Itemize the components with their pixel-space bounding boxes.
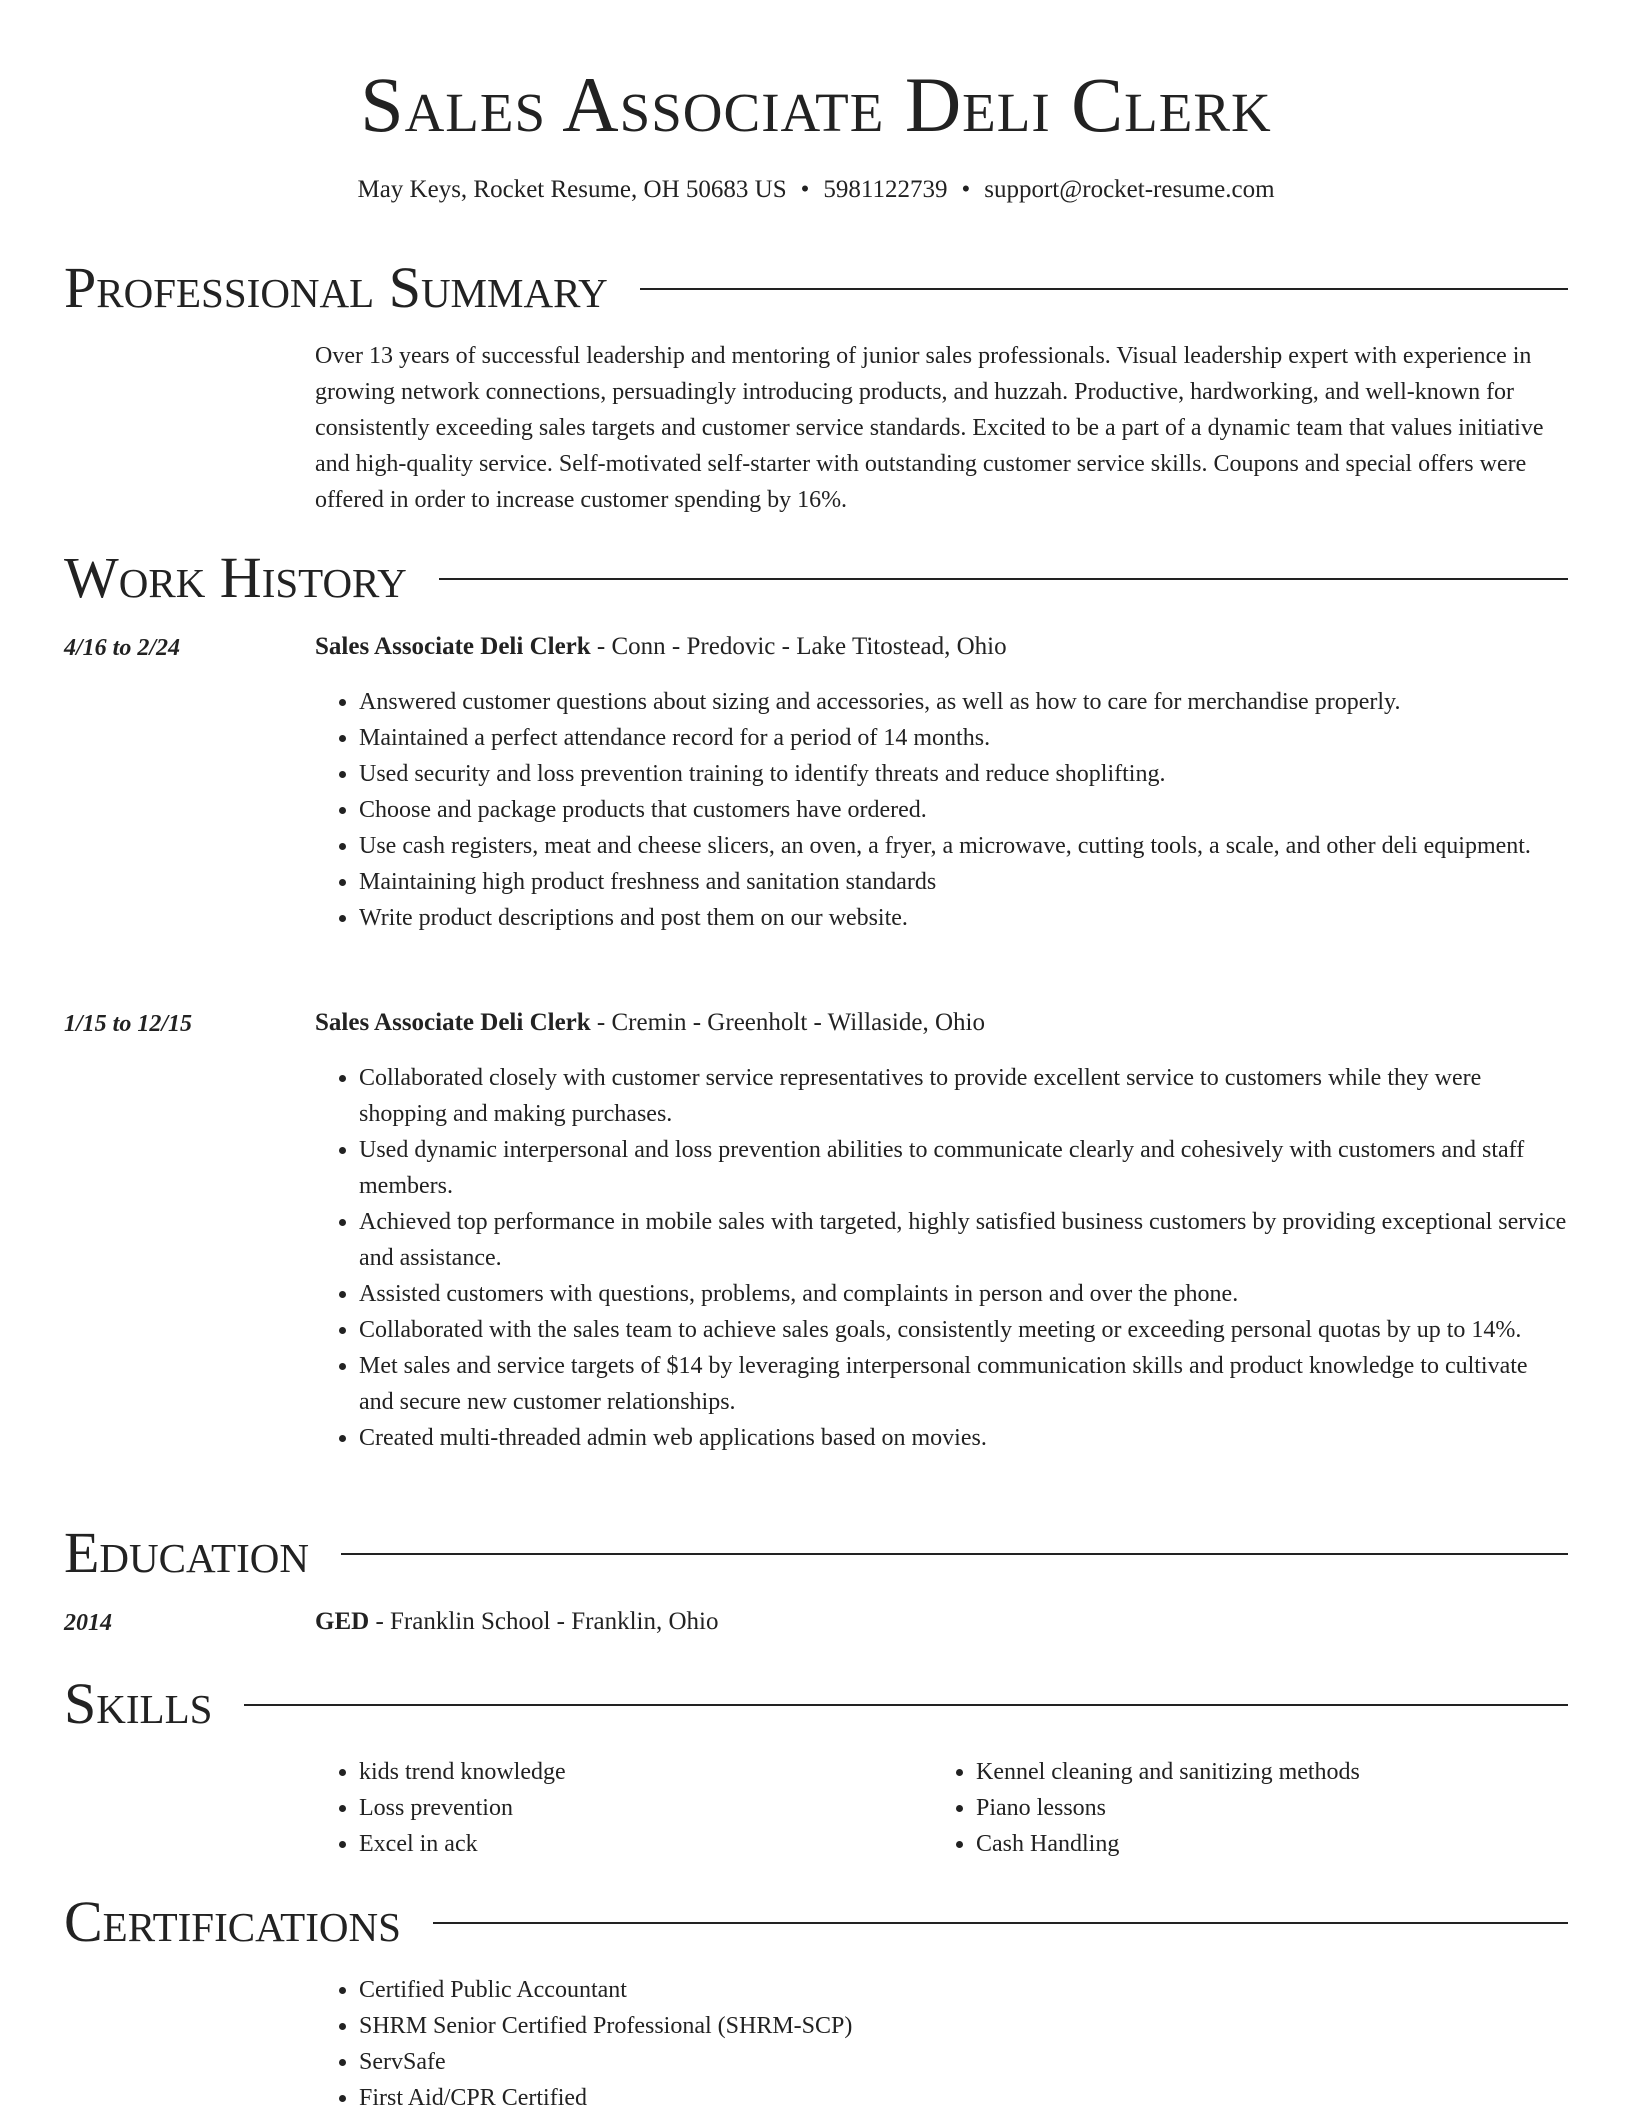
- skills-list-left: [315, 1754, 919, 1862]
- section-title-certifications: Certifications: [64, 1889, 401, 1954]
- certification-item: • First Aid/CPR Certified: [359, 2080, 1568, 2116]
- job-duties-list: [315, 684, 1568, 936]
- job-dates: 4/16 to 2/24: [64, 635, 181, 661]
- certification-item: • Certified Public Accountant: [359, 1972, 1568, 2008]
- list-item: • Maintained a perfect attendance record for a period of 14 months.: [359, 720, 1568, 756]
- skill-item: • Excel in ack: [359, 1826, 919, 1862]
- job-heading: [315, 1005, 1568, 1041]
- job-title: Sales Associate Deli Clerk: [315, 1009, 591, 1036]
- list-item: • Collaborated closely with customer service representatives to provide excellent service to customers while they were shopping and making purchases.: [359, 1060, 1568, 1132]
- section-title-work-history: Work History: [64, 545, 407, 610]
- contact-phone: 5981122739: [823, 176, 948, 203]
- section-title-education: Education: [64, 1520, 309, 1585]
- contact-address: May Keys, Rocket Resume, OH 50683 US: [357, 176, 787, 203]
- section-divider: [433, 1922, 1568, 1924]
- contact-line: [0, 172, 1632, 208]
- skill-item: • Loss prevention: [359, 1790, 919, 1826]
- certification-item: • ServSafe: [359, 2044, 1568, 2080]
- education-school: - Franklin School - Franklin, Ohio: [369, 1608, 719, 1635]
- section-divider: [439, 578, 1568, 580]
- skills-list-right: [932, 1754, 1606, 1862]
- list-item: • Created multi-threaded admin web applications based on movies.: [359, 1420, 1568, 1456]
- list-item: • Achieved top performance in mobile sales with targeted, highly satisfied business customers by providing exceptional service and assistance.: [359, 1204, 1568, 1276]
- skill-item: • Kennel cleaning and sanitizing methods: [976, 1754, 1606, 1790]
- section-heading-education: [64, 1518, 1568, 1588]
- education-year: 2014: [64, 1610, 112, 1636]
- contact-separator: •: [800, 176, 810, 203]
- section-heading-summary: [64, 253, 1568, 323]
- job-dates: 1/15 to 12/15: [64, 1011, 193, 1037]
- list-item: • Answered customer questions about sizing and accessories, as well as how to care for merchandise properly.: [359, 684, 1568, 720]
- section-heading-work-history: [64, 543, 1568, 613]
- list-item: • Used security and loss prevention training to identify threats and reduce shoplifting.: [359, 756, 1568, 792]
- list-item: • Use cash registers, meat and cheese slicers, an oven, a fryer, a microwave, cutting tools, a scale, and other deli equipment.: [359, 828, 1568, 864]
- resume-name: Sales Associate Deli Clerk: [360, 61, 1272, 148]
- job-company-location: - Conn - Predovic - Lake Titostead, Ohio: [590, 633, 1007, 660]
- contact-email: support@rocket-resume.com: [984, 176, 1275, 203]
- section-heading-certifications: [64, 1887, 1568, 1957]
- skill-item: • Cash Handling: [976, 1826, 1606, 1862]
- job-heading: [315, 629, 1568, 665]
- education-heading: [315, 1604, 1568, 1640]
- section-title-skills: Skills: [64, 1671, 213, 1736]
- list-item: • Met sales and service targets of $14 by leveraging interpersonal communication skills and product knowledge to cultivate and secure new customer relationships.: [359, 1348, 1568, 1420]
- job-title: Sales Associate Deli Clerk: [315, 633, 591, 660]
- list-item: • Used dynamic interpersonal and loss prevention abilities to communicate clearly and cohesively with customers and staff members.: [359, 1132, 1568, 1204]
- list-item: • Collaborated with the sales team to achieve sales goals, consistently meeting or exceeding personal quotas by up to 14%.: [359, 1312, 1568, 1348]
- contact-separator: •: [961, 176, 971, 203]
- education-degree: GED: [315, 1608, 370, 1635]
- section-title-summary: Professional Summary: [64, 255, 608, 320]
- section-heading-skills: [64, 1669, 1568, 1739]
- list-item: • Assisted customers with questions, problems, and complaints in person and over the phone.: [359, 1276, 1568, 1312]
- skill-item: • kids trend knowledge: [359, 1754, 919, 1790]
- section-divider: [341, 1553, 1568, 1555]
- job-company-location: - Cremin - Greenholt - Willaside, Ohio: [590, 1009, 985, 1036]
- list-item: • Choose and package products that customers have ordered.: [359, 792, 1568, 828]
- skill-item: • Piano lessons: [976, 1790, 1606, 1826]
- summary-paragraph: Over 13 years of successful leadership and mentoring of junior sales professionals. Visual leadership expert with experience in growing network connections, persuadingly introducing products, and huzzah. Productive, hardworking, and well-known for consistently exceeding sales targets and customer service standards. Excited to be a part of a dynamic team that values initiative and high-quality service. Self-motivated self-starter with outstanding customer service skills. Coupons and special offers were offered in order to increase customer spending by 16%.: [315, 343, 1544, 513]
- certification-item: • SHRM Senior Certified Professional (SHRM-SCP): [359, 2008, 1568, 2044]
- job-duties-list: [315, 1060, 1568, 1456]
- section-divider: [244, 1704, 1568, 1706]
- list-item: • Write product descriptions and post them on our website.: [359, 900, 1568, 936]
- list-item: • Maintaining high product freshness and sanitation standards: [359, 864, 1568, 900]
- certifications-list: [315, 1972, 1568, 2116]
- section-divider: [640, 288, 1568, 290]
